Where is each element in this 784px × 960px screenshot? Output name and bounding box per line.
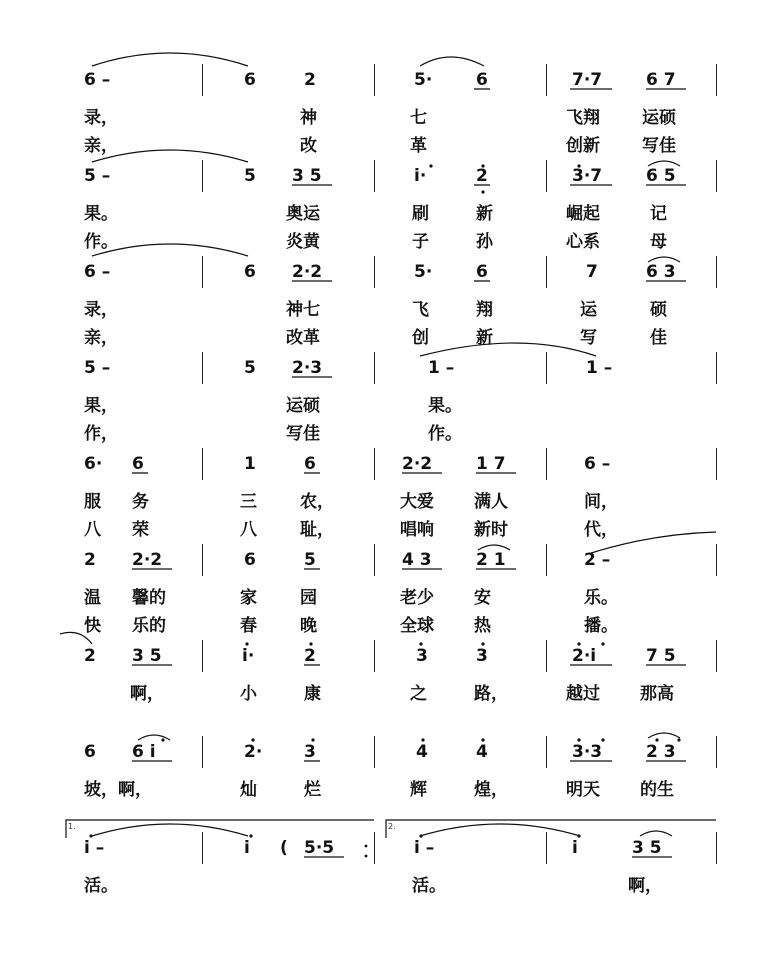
notation-note: 3 5: [632, 838, 662, 858]
lyric-syllable: 崛起: [566, 204, 600, 224]
lyric-syllable: 飞翔: [566, 108, 600, 128]
barline: [202, 736, 203, 768]
lyric-syllable: 录，: [84, 300, 118, 320]
barline: [202, 64, 203, 96]
notation-note: (: [280, 838, 288, 858]
lyric-syllable: 务: [132, 492, 149, 512]
notation-note: 4: [416, 742, 428, 762]
lyric-syllable: 神: [300, 108, 317, 128]
barline: [202, 352, 203, 384]
lyric-syllable: 果，: [84, 396, 118, 416]
lyric-syllable: 热: [474, 616, 491, 636]
lyric-syllable: 子: [412, 232, 429, 252]
notation-note: 2·2: [132, 550, 163, 570]
lyric-syllable: 改: [300, 136, 317, 156]
notation-note: 3·7: [572, 166, 603, 186]
notation-note: 3: [304, 742, 316, 762]
notation-note: 6: [244, 262, 256, 282]
notation-note: 6 7: [646, 70, 676, 90]
notation-note: 7: [586, 262, 598, 282]
lyric-syllable: 硕: [650, 300, 667, 320]
lyric-syllable: 老少: [400, 588, 434, 608]
notation-note: 6: [476, 70, 488, 90]
lyric-syllable: 活。: [84, 876, 118, 896]
lyric-syllable: 唱响: [400, 520, 434, 540]
notation-note: i: [244, 838, 250, 858]
lyric-syllable: 全球: [400, 616, 434, 636]
notation-note: 3: [416, 646, 428, 666]
notation-note: 5·: [414, 70, 433, 90]
notation-note: 2: [84, 550, 96, 570]
notation-note: 5: [244, 358, 256, 378]
lyric-syllable: 小: [240, 684, 257, 704]
lyric-syllable: 播。: [584, 616, 618, 636]
notation-note: 2 –: [584, 550, 611, 570]
lyric-syllable: 八: [84, 520, 101, 540]
lyric-syllable: 翔: [476, 300, 493, 320]
barline: [374, 832, 375, 864]
lyric-syllable: 母: [650, 232, 667, 252]
lyric-syllable: 录，: [84, 108, 118, 128]
notation-note: 2: [476, 166, 488, 186]
lyric-syllable: 孙: [476, 232, 493, 252]
notation-note: 6 –: [84, 70, 111, 90]
lyric-syllable: 写佳: [286, 424, 320, 444]
lyric-syllable: 运: [580, 300, 597, 320]
barline: [374, 256, 375, 288]
notation-note: 4: [476, 742, 488, 762]
notation-note: 2·2: [292, 262, 323, 282]
lyric-syllable: 改革: [286, 328, 320, 348]
lyric-syllable: 果。: [428, 396, 462, 416]
barline: [716, 832, 717, 864]
lyric-syllable: 佳: [650, 328, 667, 348]
lyric-syllable: 快: [84, 616, 101, 636]
notation-note: 2 1: [476, 550, 506, 570]
notation-note: 7·7: [572, 70, 603, 90]
barline: [716, 352, 717, 384]
lyric-syllable: 的生: [640, 780, 674, 800]
lyric-syllable: 温: [84, 588, 101, 608]
lyric-syllable: 间，: [584, 492, 618, 512]
lyric-syllable: 啊，: [628, 876, 662, 896]
lyric-syllable: 心系: [566, 232, 600, 252]
notation-note: 6: [84, 742, 96, 762]
slur: [420, 824, 580, 836]
volta-number: 1.: [68, 822, 76, 831]
lyric-syllable: 创: [412, 328, 429, 348]
lyric-syllable: 明天: [566, 780, 600, 800]
notation-note: 5·5: [304, 838, 335, 858]
lyric-syllable: 七: [410, 108, 427, 128]
barline: [546, 448, 547, 480]
lyric-syllable: 之: [410, 684, 427, 704]
notation-note: 2·i: [572, 646, 597, 666]
barline: [546, 832, 547, 864]
slur: [92, 824, 248, 836]
lyric-syllable: 刷: [412, 204, 429, 224]
barline: [374, 64, 375, 96]
barline: [202, 256, 203, 288]
barline: [374, 640, 375, 672]
slur: [420, 57, 484, 66]
barline: [546, 64, 547, 96]
slur: [92, 53, 248, 66]
lyric-syllable: 满人: [474, 492, 508, 512]
barline: [716, 544, 717, 576]
notation-note: 3·3: [572, 742, 603, 762]
barline: [546, 736, 547, 768]
barline: [374, 448, 375, 480]
lyric-syllable: 安: [474, 588, 491, 608]
barline: [202, 832, 203, 864]
barline: [716, 736, 717, 768]
lyric-syllable: 炎黄: [286, 232, 320, 252]
notation-note: 7 5: [646, 646, 676, 666]
lyric-syllable: 亲，: [84, 328, 118, 348]
notation-note: i: [572, 838, 578, 858]
lyric-syllable: 亲，: [84, 136, 118, 156]
lyric-syllable: 乐的: [132, 616, 166, 636]
notation-note: 1 –: [586, 358, 613, 378]
volta-number: 2.: [388, 822, 396, 831]
notation-note: i –: [84, 838, 105, 858]
lyric-syllable: 代，: [584, 520, 618, 540]
notation-note: 6 5: [646, 166, 676, 186]
notation-note: 1 7: [476, 454, 506, 474]
lyric-syllable: 奥运: [286, 204, 320, 224]
lyric-syllable: 馨的: [132, 588, 166, 608]
lyric-syllable: 耻，: [300, 520, 334, 540]
lyric-syllable: 新时: [474, 520, 508, 540]
notation-note: 3 5: [132, 646, 162, 666]
notation-note: 6: [476, 262, 488, 282]
notation-note: 3 5: [292, 166, 322, 186]
notation-note: 2·3: [292, 358, 323, 378]
notation-note: 1: [244, 454, 256, 474]
notation-note: 6 i: [132, 742, 156, 762]
lyric-syllable: 那高: [640, 684, 674, 704]
notation-note: 2: [84, 646, 96, 666]
barline: [546, 640, 547, 672]
barline: [716, 256, 717, 288]
notation-note: 6·: [84, 454, 103, 474]
barline: [716, 640, 717, 672]
lyric-syllable: 荣: [132, 520, 149, 540]
lyric-syllable: 坡，啊，: [84, 780, 152, 800]
barline: [202, 640, 203, 672]
barline: [374, 736, 375, 768]
lyric-syllable: 神七: [286, 300, 320, 320]
barline: [374, 544, 375, 576]
lyric-syllable: 晚: [300, 616, 317, 636]
barline: [716, 64, 717, 96]
barline: [546, 160, 547, 192]
notation-note: 5 –: [84, 166, 111, 186]
lyric-syllable: 活。: [412, 876, 446, 896]
barline: [546, 256, 547, 288]
notation-note: i·: [414, 166, 427, 186]
notation-note: i –: [414, 838, 435, 858]
lyric-syllable: 大爱: [400, 492, 434, 512]
notation-note: 1 –: [428, 358, 455, 378]
notation-note: 3: [476, 646, 488, 666]
lyric-syllable: 作，: [84, 424, 118, 444]
notation-note: 5·: [414, 262, 433, 282]
notation-note: 2: [304, 70, 316, 90]
barline: [546, 544, 547, 576]
slur: [420, 343, 596, 356]
lyric-syllable: 飞: [412, 300, 429, 320]
lyric-syllable: 家: [240, 588, 257, 608]
barline: [202, 544, 203, 576]
barline: [202, 448, 203, 480]
lyric-syllable: 园: [300, 588, 317, 608]
lyric-syllable: 灿: [240, 780, 257, 800]
lyric-syllable: 煌，: [474, 780, 508, 800]
lyric-syllable: 写: [580, 328, 597, 348]
notation-note: 5 –: [84, 358, 111, 378]
lyric-syllable: 春: [240, 616, 257, 636]
notation-note: 4 3: [402, 550, 432, 570]
notation-note: 2 3: [646, 742, 676, 762]
lyric-syllable: 运硕: [286, 396, 320, 416]
lyric-syllable: 记: [650, 204, 667, 224]
lyric-syllable: 路，: [474, 684, 508, 704]
lyric-syllable: 运硕: [642, 108, 676, 128]
lyric-syllable: 作。: [428, 424, 462, 444]
notation-note: 5: [244, 166, 256, 186]
notation-note: 6 –: [584, 454, 611, 474]
lyric-syllable: 农，: [300, 492, 334, 512]
notation-note: 6: [304, 454, 316, 474]
notation-note: 2·2: [402, 454, 433, 474]
barline: [546, 352, 547, 384]
barline: [716, 448, 717, 480]
lyric-syllable: 三: [240, 492, 257, 512]
lyric-syllable: 新: [476, 328, 493, 348]
barline: [374, 352, 375, 384]
lyric-syllable: 服: [84, 492, 101, 512]
barline: [202, 160, 203, 192]
lyric-syllable: 创新: [566, 136, 600, 156]
lyric-syllable: 作。: [84, 232, 118, 252]
lyric-syllable: 康: [304, 684, 321, 704]
notation-note: 6 –: [84, 262, 111, 282]
lyric-syllable: 新: [476, 204, 493, 224]
lyric-syllable: 烂: [304, 780, 321, 800]
slur: [138, 735, 170, 740]
lyric-syllable: 乐。: [584, 588, 618, 608]
notation-note: 6: [244, 70, 256, 90]
slur: [648, 733, 680, 738]
notation-note: 6: [244, 550, 256, 570]
notation-note: 6: [132, 454, 144, 474]
lyric-syllable: 果。: [84, 204, 118, 224]
notation-note: 2·: [244, 742, 263, 762]
notation-note: i·: [242, 646, 255, 666]
lyric-syllable: 啊，: [130, 684, 164, 704]
notation-note: 6 3: [646, 262, 676, 282]
notation-note: 2: [304, 646, 316, 666]
slur: [640, 831, 672, 836]
lyric-syllable: 写佳: [642, 136, 676, 156]
lyric-syllable: 八: [240, 520, 257, 540]
lyric-syllable: 辉: [410, 780, 427, 800]
barline: [716, 160, 717, 192]
lyric-syllable: 革: [410, 136, 427, 156]
lyric-syllable: 越过: [566, 684, 600, 704]
notation-note: 5: [304, 550, 316, 570]
barline: [374, 160, 375, 192]
